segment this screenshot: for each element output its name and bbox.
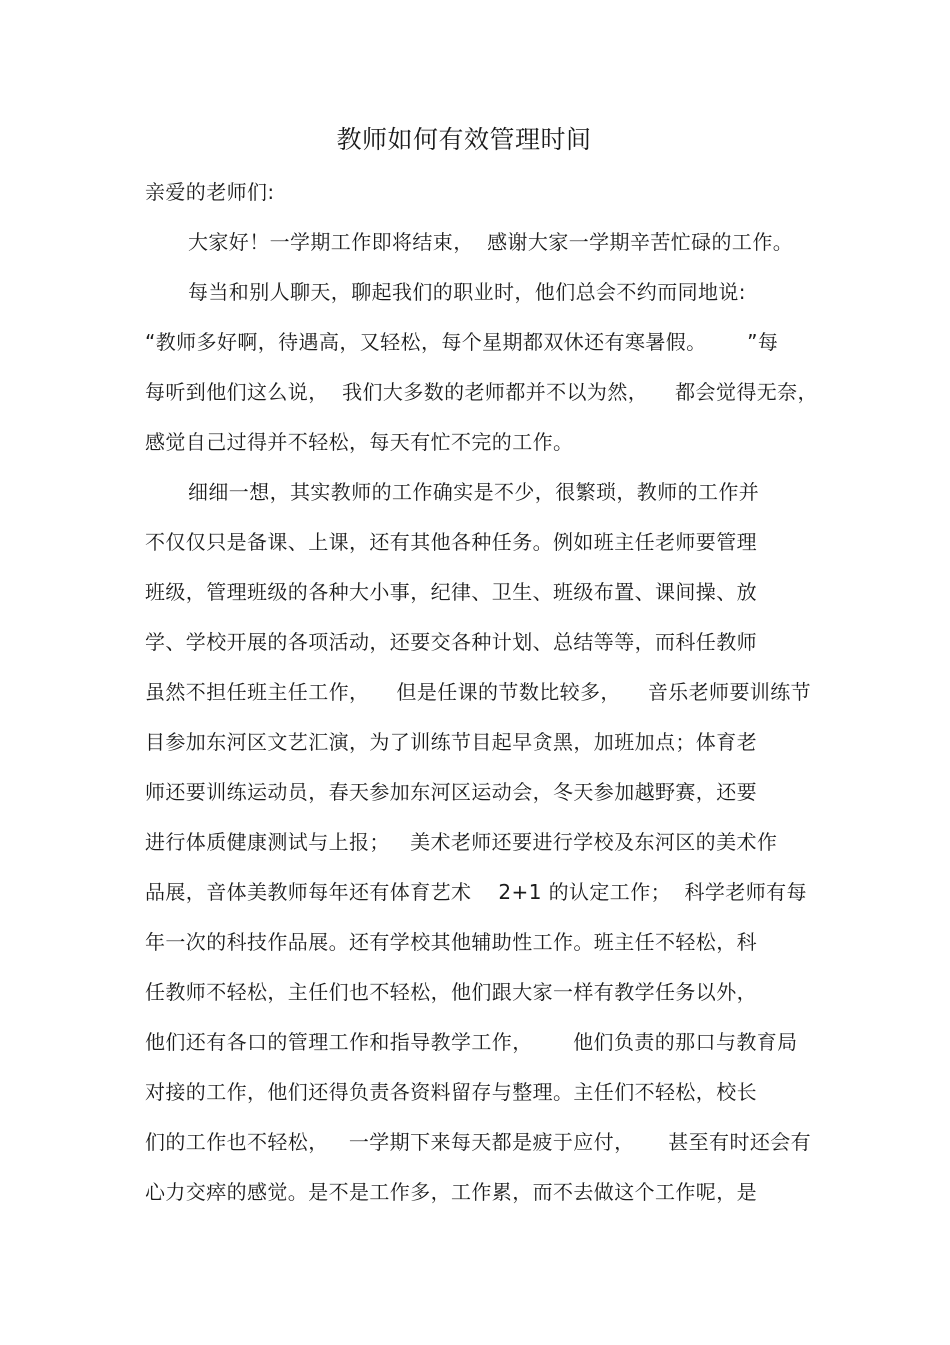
paragraph-line: 目参加东河区文艺汇演，为了训练节目起早贪黑，加班加点；体育老 <box>145 730 757 754</box>
paragraph-line: 感觉自己过得并不轻松，每天有忙不完的工作。 <box>145 430 574 454</box>
paragraph-line: 大家好！一学期工作即将结束， 感谢大家一学期辛苦忙碌的工作。 <box>188 230 794 254</box>
paragraph-line: 对接的工作，他们还得负责各资料留存与整理。主任们不轻松，校长 <box>145 1080 757 1104</box>
salutation-line: 亲爱的老师们: <box>145 180 275 204</box>
paragraph-line: 品展，音体美教师每年还有体育艺术 2+1 的认定工作； 科学老师有每 <box>145 880 807 904</box>
paragraph-line: 每当和别人聊天，聊起我们的职业时，他们总会不约而同地说: <box>188 280 746 304</box>
paragraph-line: 心力交瘁的感觉。是不是工作多，工作累，而不去做这个工作呢，是 <box>145 1180 757 1204</box>
paragraph-line: 虽然不担任班主任工作， 但是任课的节数比较多， 音乐老师要训练节 <box>145 680 812 704</box>
paragraph-line: 学、学校开展的各项活动，还要交各种计划、总结等等，而科任教师 <box>145 630 757 654</box>
document-title: 教师如何有效管理时间 <box>336 125 592 154</box>
paragraph-line: 细细一想，其实教师的工作确实是不少，很繁琐，教师的工作并 <box>188 480 760 504</box>
paragraph-line: 不仅仅只是备课、上课，还有其他各种任务。例如班主任老师要管理 <box>145 530 757 554</box>
paragraph-line: 进行体质健康测试与上报； 美术老师还要进行学校及东河区的美术作 <box>145 830 778 854</box>
paragraph-line: 班级，管理班级的各种大小事，纪律、卫生、班级布置、课间操、放 <box>145 580 757 604</box>
paragraph-line: 任教师不轻松，主任们也不轻松，他们跟大家一样有教学任务以外， <box>145 980 757 1004</box>
paragraph-line: 他们还有各口的管理工作和指导教学工作， 他们负责的那口与教育局 <box>145 1030 798 1054</box>
paragraph-line: 们的工作也不轻松， 一学期下来每天都是疲于应付， 甚至有时还会有 <box>145 1130 812 1154</box>
paragraph-line: 年一次的科技作品展。还有学校其他辅助性工作。班主任不轻松，科 <box>145 930 757 954</box>
paragraph-line: 每听到他们这么说， 我们大多数的老师都并不以为然， 都会觉得无奈， <box>145 380 818 404</box>
paragraph-line: 师还要训练运动员，春天参加东河区运动会，冬天参加越野赛，还要 <box>145 780 757 804</box>
paragraph-line: “教师多好啊，待遇高，又轻松，每个星期都双休还有寒暑假。 ”每 <box>145 330 779 354</box>
